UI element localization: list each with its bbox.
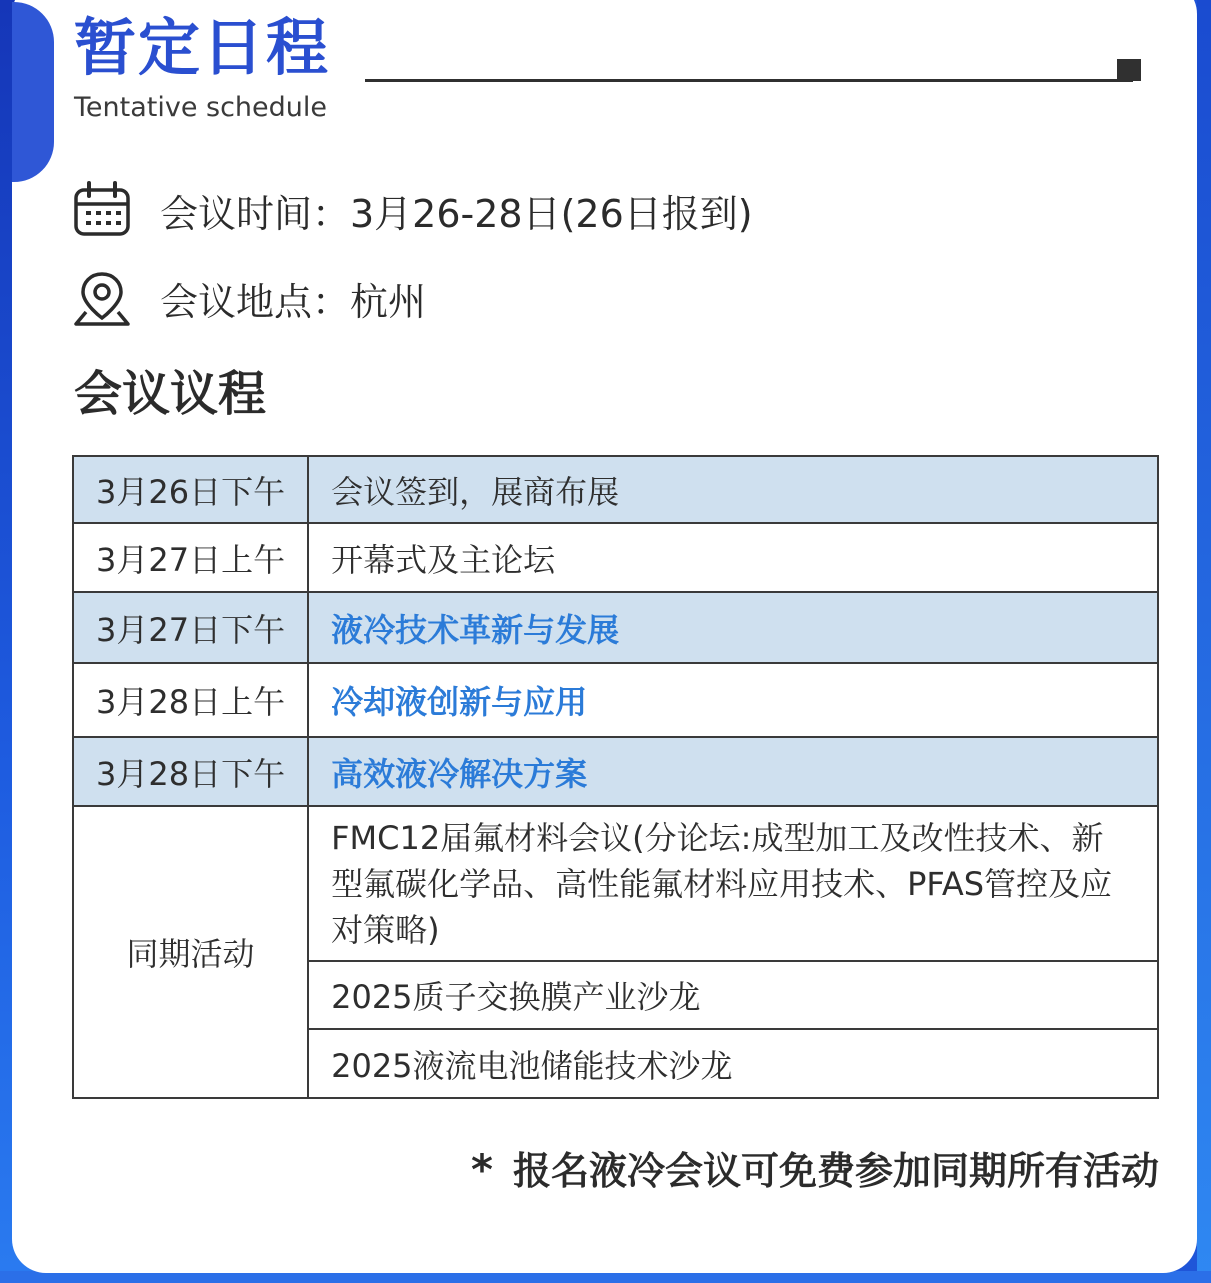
agenda-date: 3月28日上午 <box>73 663 308 737</box>
location-pin-icon <box>72 268 132 328</box>
agenda-date: 3月27日上午 <box>73 523 308 592</box>
agenda-item: 会议签到，展商布展 <box>308 456 1158 523</box>
asterisk-icon: * <box>471 1145 493 1194</box>
agenda-date: 3月27日下午 <box>73 592 308 663</box>
agenda-row <box>73 737 1158 806</box>
meeting-place-row <box>72 268 426 328</box>
meeting-time-text: 会议时间：3月26-28日(26日报到) <box>160 191 753 236</box>
registration-note-text: 报名液冷会议可免费参加同期所有活动 <box>512 1149 1159 1193</box>
agenda-item: 冷却液创新与应用 <box>308 663 1158 737</box>
registration-note <box>471 1140 1159 1195</box>
concurrent-label: 同期活动 <box>73 806 308 1098</box>
page-subtitle: Tentative schedule <box>74 92 328 123</box>
divider-end-square <box>1117 59 1141 81</box>
concurrent-item: FMC12届氟材料会议(分论坛:成型加工及改性技术、新型氟碳化学品、高性能氟材料应用技术、PFAS管控及应对策略) <box>308 806 1158 961</box>
agenda-title: 会议议程 <box>74 366 267 422</box>
background-frame-right <box>1197 0 1211 1283</box>
concurrent-item: 2025质子交换膜产业沙龙 <box>308 961 1158 1029</box>
agenda-row <box>73 592 1158 663</box>
agenda-item: 高效液冷解决方案 <box>308 737 1158 806</box>
agenda-date: 3月26日下午 <box>73 456 308 523</box>
agenda-date: 3月28日下午 <box>73 737 308 806</box>
meeting-time-row <box>72 180 753 240</box>
meeting-place-text: 会议地点：杭州 <box>160 279 427 324</box>
concurrent-item: 2025液流电池储能技术沙龙 <box>308 1029 1158 1098</box>
agenda-row <box>73 456 1158 523</box>
calendar-icon <box>72 180 132 240</box>
agenda-item: 液冷技术革新与发展 <box>308 592 1158 663</box>
concurrent-row <box>73 806 1158 961</box>
agenda-row <box>73 663 1158 737</box>
agenda-table <box>72 455 1159 1099</box>
page-title: 暂定日程 <box>74 11 331 84</box>
agenda-item: 开幕式及主论坛 <box>308 523 1158 592</box>
title-divider <box>365 79 1133 82</box>
accent-tab <box>12 2 54 182</box>
agenda-row <box>73 523 1158 592</box>
